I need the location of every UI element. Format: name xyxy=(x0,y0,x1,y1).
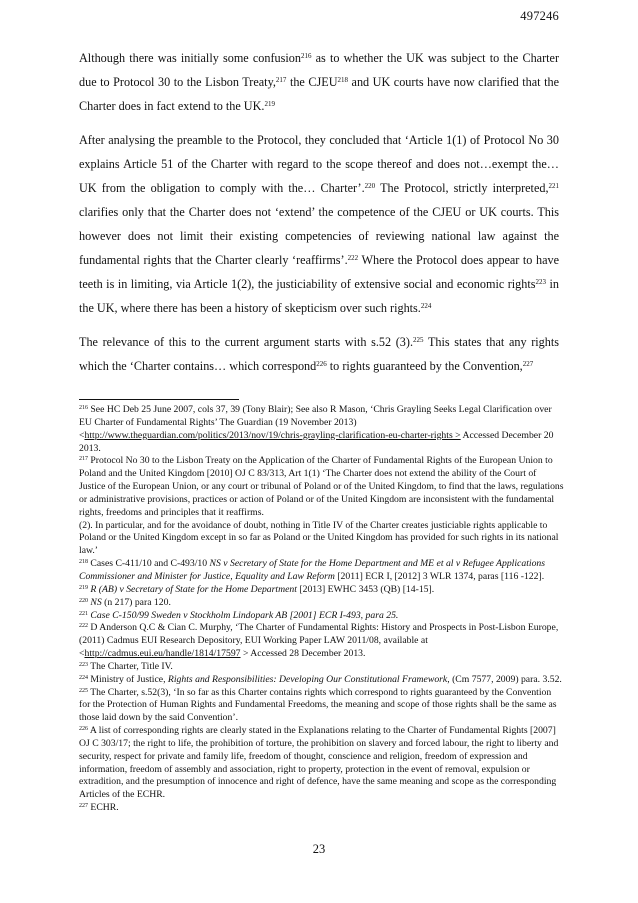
footnote-225: $^{225}$ The Charter, s.52(3), ‘In so far as this Charter contains rights which correspond to rights guaranteed by the Convention for the Protection of Human Rights and Fundamental Freedoms, the meaning and scope of those rights shall be the same as those laid down by the said Convention’. xyxy=(79,686,557,724)
footnote-ref-223[interactable]: 223 xyxy=(535,278,547,286)
footnote-224: $^{224}$ Ministry of Justice, Rights and Responsibilities: Developing Our Constitutional Framework, (Cm 7577, 2009) para. 3.52. xyxy=(79,673,562,685)
paragraph-3: The relevance of this to the current argument starts with s.52 (3).$^{225}$ This states that any rights which the ‘Charter contains… which correspond$^{226}$ to rights guaranteed by the Convention,$^{227}$ xyxy=(79,335,559,373)
body-text xyxy=(79,46,559,388)
footnotes xyxy=(79,404,564,815)
footnote-ref-217[interactable]: 217 xyxy=(275,76,287,84)
footnote-ref-222[interactable]: 222 xyxy=(347,254,359,262)
footnote-222: $^{222}$ D Anderson Q.C & Cian C. Murphy, ‘The Charter of Fundamental Rights: History and Prospects in Post-Lisbon Europe, (2011) Cadmus EUI Research Depository, EUI Working Paper LAW 2011/08, available at <http://cadmus.eui.eu/handle/1814/17597 > Accessed 28 December 2013. xyxy=(79,622,559,660)
footnote-217: $^{217}$ Protocol No 30 to the Lisbon Treaty on the Application of the Charter of Fundamental Rights of the European Union to Poland and the United Kingdom [2010] OJ C 83/313, Art 1(1) ‘The Charter does not extend the ability of the Court of Justice of the European Union, or any court or tribunal of Poland or of the United Kingdom, to find that the laws, regulations or administrative provisions, practices or action of Poland or of the United Kingdom are inconsistent with the fundamental rights, freedoms and principles that it reaffirms. xyxy=(79,455,564,518)
footnote-221: $^{221}$ Case C-150/99 Sweden v Stockholm Lindopark AB [2001] ECR I-493, para 25. xyxy=(79,609,399,621)
footnote-223: $^{223}$ The Charter, Title IV. xyxy=(79,660,173,672)
footnote-227: $^{227}$ ECHR. xyxy=(79,802,119,814)
page-number: 23 xyxy=(312,842,326,856)
footnote-link[interactable]: http://cadmus.eui.eu/handle/1814/17597 xyxy=(84,648,241,660)
footnote-ref-218[interactable]: 218 xyxy=(337,76,348,84)
paragraph-1: Although there was initially some confusion$^{216}$ as to whether the UK was subject to the Charter due to Protocol 30 to the Lisbon Treaty,$^{217}$ the CJEU$^{218}$ and UK courts have now clarified that the Charter does in fact extend to the UK.$^{219}$ xyxy=(79,51,559,113)
footnote-217-continued: (2). In particular, and for the avoidance of doubt, nothing in Title IV of the Charter creates justiciable rights applicable to Poland or the United Kingdom except in so far as Poland or the United Kingdom has provided for such rights in its national law.’ xyxy=(79,519,559,557)
footnote-226: $^{226}$ A list of corresponding rights are clearly stated in the Explanations relating to the Charter of Fundamental Rights [2007] OJ C 303/17; the right to life, the prohibition of torture, the prohibition on slavery and forced labour, the right to liberty and security, respect for private and family life, freedom of thought, conscience and religion, freedom of expression and information, freedom of assembly and association, right to property, protection in the event of removal, expulsion or extradition, and the presumption of innocence and right of defence, have the same meaning and scope as the corresponding Articles of the ECHR. xyxy=(79,725,559,801)
footnote-218: $^{218}$ Cases C-411/10 and C-493/10 NS v Secretary of State for the Home Department and ME et al v Refugee Applications Commissioner and Minister for Justice, Equality and Law Reform [2011] ECR I, [2012] 3 WLR 1374, paras [116 -122]. xyxy=(79,558,546,582)
footnote-separator xyxy=(79,399,239,400)
footnote-ref-226[interactable]: 226 xyxy=(316,360,327,368)
footnote-ref-220[interactable]: 220 xyxy=(364,182,376,190)
footnote-ref-227[interactable]: 227 xyxy=(522,360,534,368)
footnote-ref-221[interactable]: 221 xyxy=(548,182,559,190)
footnote-ref-216[interactable]: 216 xyxy=(300,52,312,60)
footnote-220: $^{220}$ NS (n 217) para 120. xyxy=(79,596,171,608)
document-number: 497246 xyxy=(520,9,559,23)
footnote-ref-225[interactable]: 225 xyxy=(413,336,424,344)
footnote-216: $^{216}$ See HC Deb 25 June 2007, cols 37, 39 (Tony Blair); See also R Mason, ‘Chris Grayling Seeks Legal Clarification over EU Charter of Fundamental Rights’ The Guardian (19 November 2013) <http://www.theguardian.com/politics/2013/nov/19/chris-grayling-clarification-eu-charter-rights > Accessed December 20 2013. xyxy=(79,404,554,454)
footnote-ref-219[interactable]: 219 xyxy=(264,100,275,108)
paragraph-2: After analysing the preamble to the Protocol, they concluded that ‘Article 1(1) of Protocol No 30 explains Article 51 of the Charter with regard to the scope thereof and does not…exempt the… UK from the obligation to comply with the… Charter’.$^{220}$ The Protocol, strictly interpreted,$^{221}$ clarifies only that the Charter does not ‘extend’ the competence of the CJEU or UK courts. This however does not limit their existing competencies of reviewing national law against the fundamental rights that the Charter clearly ‘reaffirms’.$^{222}$ Where the Protocol does appear to have teeth is in limiting, via Article 1(2), the justiciability of extensive social and economic rights$^{223}$ in the UK, where there has been a history of skepticism over such rights.$^{224}$ xyxy=(79,133,559,315)
footnote-link[interactable]: http://www.theguardian.com/politics/2013/nov/19/chris-grayling-clarification-eu-charter-rights > xyxy=(84,429,461,441)
footnote-ref-224[interactable]: 224 xyxy=(420,302,432,310)
footnote-219: $^{219}$ R (AB) v Secretary of State for the Home Department [2013] EWHC 3453 (QB) [14-15]. xyxy=(79,583,435,595)
